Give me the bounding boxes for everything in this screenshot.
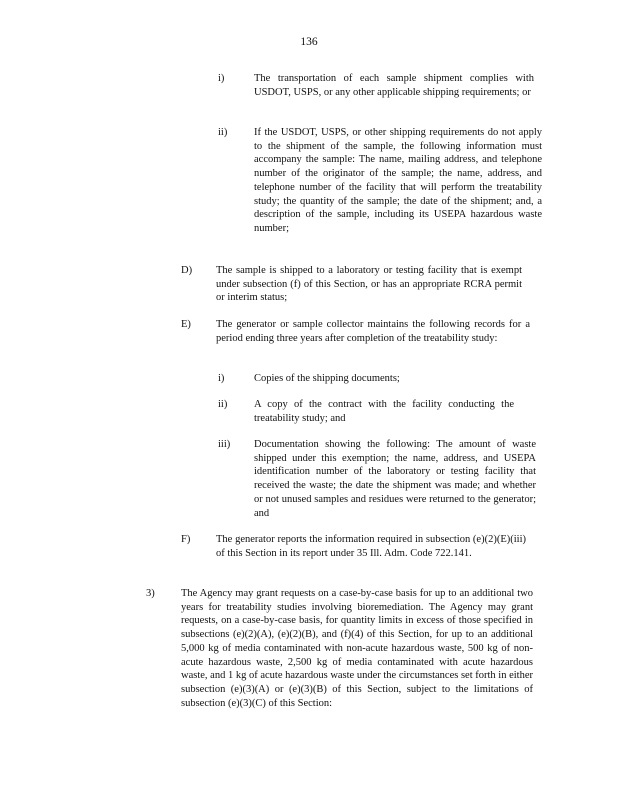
- item-E-i-label: i): [218, 373, 225, 384]
- item-D-text: The sample is shipped to a laboratory or testing facility that is exempt under subsection (f) of this Section, or has an appropriate RCRA permit or interim status;: [216, 265, 522, 304]
- item-E-iii-label: iii): [218, 439, 231, 450]
- item-E-iii-text: Documentation showing the following: The amount of waste shipped under this exemption; the name, address, and USEPA identification number of the laboratory or testing facility that received the waste; the date the shipment was made; and whether or not unused samples and residues were returned to the generator; and: [254, 439, 536, 519]
- item-i-label: i): [218, 73, 225, 84]
- item-3-label: 3): [146, 588, 155, 599]
- item-E-i-text: Copies of the shipping documents;: [254, 373, 400, 384]
- item-E-label: E): [181, 319, 191, 330]
- page-number: 136: [300, 36, 318, 48]
- item-F-text: The generator reports the information required in subsection (e)(2)(E)(iii) of this Section in its report under 35 Ill. Adm. Code 722.141.: [216, 534, 526, 559]
- item-E-text: The generator or sample collector maintains the following records for a period ending three years after completion of the treatability study:: [216, 319, 530, 344]
- item-E-ii-label: ii): [218, 399, 228, 410]
- item-E-ii-text: A copy of the contract with the facility conducting the treatability study; and: [254, 399, 514, 424]
- item-3-text: The Agency may grant requests on a case-by-case basis for up to an additional two years for treatability studies involving bioremediation. The Agency may grant requests, on a case-by-case basis, for quantity limits in excess of those specified in subsections (e)(2)(A), (e)(2)(B), and (f)(4) of this Section, for up to an additional 5,000 kg of media contaminated with non-acute hazardous waste, 500 kg of non-acute hazardous waste, 2,500 kg of media contaminated with acute hazardous waste, and 1 kg of acute hazardous waste under the circumstances set forth in either subsection (e)(3)(A) or (e)(3)(B) of this Section, subject to the limitations of subsection (e)(3)(C) of this Section:: [181, 588, 533, 709]
- item-i-text: The transportation of each sample shipment complies with USDOT, USPS, or any other applicable shipping requirements; or: [254, 73, 534, 98]
- item-D-label: D): [181, 265, 193, 276]
- item-F-label: F): [181, 534, 191, 545]
- item-ii-label: ii): [218, 127, 228, 138]
- item-ii-text: If the USDOT, USPS, or other shipping requirements do not apply to the shipment of the sample, the following information must accompany the sample: The name, mailing address, and telephone number of the originator of the sample; the name, address, and telephone number of the facility that will perform the treatability study; the quantity of the sample; the date of the shipment; and, a description of the sample, including its USEPA hazardous waste number;: [254, 127, 542, 234]
